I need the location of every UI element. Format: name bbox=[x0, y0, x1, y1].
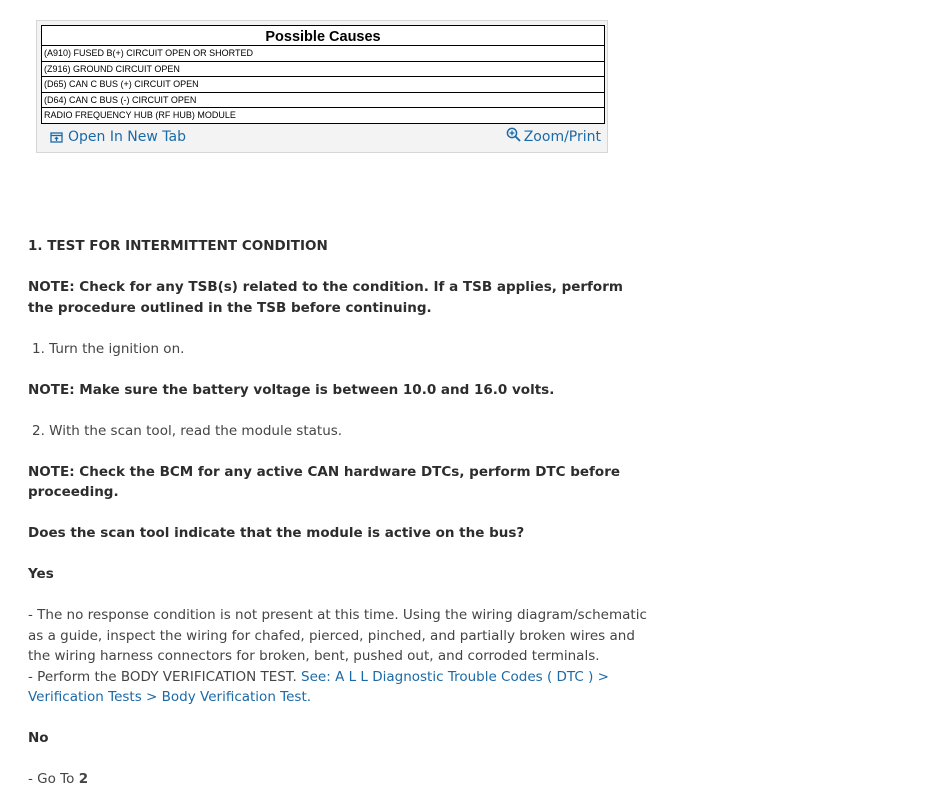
instruction-scan-tool: 2. With the scan tool, read the module status. bbox=[32, 422, 343, 439]
zoom-print-link[interactable] bbox=[506, 129, 601, 145]
open-in-new-tab-link[interactable] bbox=[50, 129, 186, 145]
verification-text: - Perform the BODY VERIFICATION TEST. bbox=[28, 668, 302, 685]
table-row: (D64) CAN C BUS (-) CIRCUIT OPEN bbox=[42, 93, 604, 109]
no-instruction bbox=[28, 769, 648, 790]
zoom-in-icon bbox=[506, 127, 519, 140]
instruction-ignition: 1. Turn the ignition on. bbox=[32, 340, 185, 357]
open-in-new-tab-label: Open In New Tab bbox=[68, 129, 186, 145]
table-title: Possible Causes bbox=[42, 26, 604, 46]
open-new-tab-icon bbox=[50, 131, 63, 144]
table-row: (D65) CAN C BUS (+) CIRCUIT OPEN bbox=[42, 77, 604, 93]
question: Does the scan tool indicate that the module is active on the bus? bbox=[28, 525, 525, 541]
possible-causes-table bbox=[41, 25, 605, 124]
yes-verification bbox=[28, 667, 648, 708]
body-verification-link[interactable]: See: A L L Diagnostic Trouble Codes ( DTC ) > Verification Tests > Body Verification Test. bbox=[28, 668, 609, 705]
go-to-text: - Go To bbox=[28, 771, 79, 787]
table-row: (Z916) GROUND CIRCUIT OPEN bbox=[42, 62, 604, 78]
no-label: No bbox=[28, 730, 49, 746]
possible-causes-figure bbox=[36, 20, 608, 153]
note-tsb: NOTE: Check for any TSB(s) related to the condition. If a TSB applies, perform the procedure outlined in the TSB before continuing. bbox=[28, 279, 623, 316]
go-to-step-number: 2 bbox=[78, 771, 89, 787]
note-bcm: NOTE: Check the BCM for any active CAN hardware DTCs, perform DTC before proceeding. bbox=[28, 463, 621, 500]
note-battery: NOTE: Make sure the battery voltage is between 10.0 and 16.0 volts. bbox=[28, 381, 555, 398]
zoom-print-label: Zoom/Print bbox=[523, 129, 601, 145]
step-heading: 1. TEST FOR INTERMITTENT CONDITION bbox=[28, 238, 328, 254]
table-row: (A910) FUSED B(+) CIRCUIT OPEN OR SHORTED bbox=[42, 46, 604, 62]
yes-instruction: - The no response condition is not present at this time. Using the wiring diagram/schematic as a guide, inspect the wiring for chafed, pierced, pinched, and partially broken wires and the wiring harness connectors for broken, bent, pushed out, and corroded terminals. bbox=[28, 607, 647, 664]
procedure-content bbox=[28, 236, 648, 790]
table-row: RADIO FREQUENCY HUB (RF HUB) MODULE bbox=[44, 110, 236, 121]
yes-label: Yes bbox=[28, 566, 54, 582]
